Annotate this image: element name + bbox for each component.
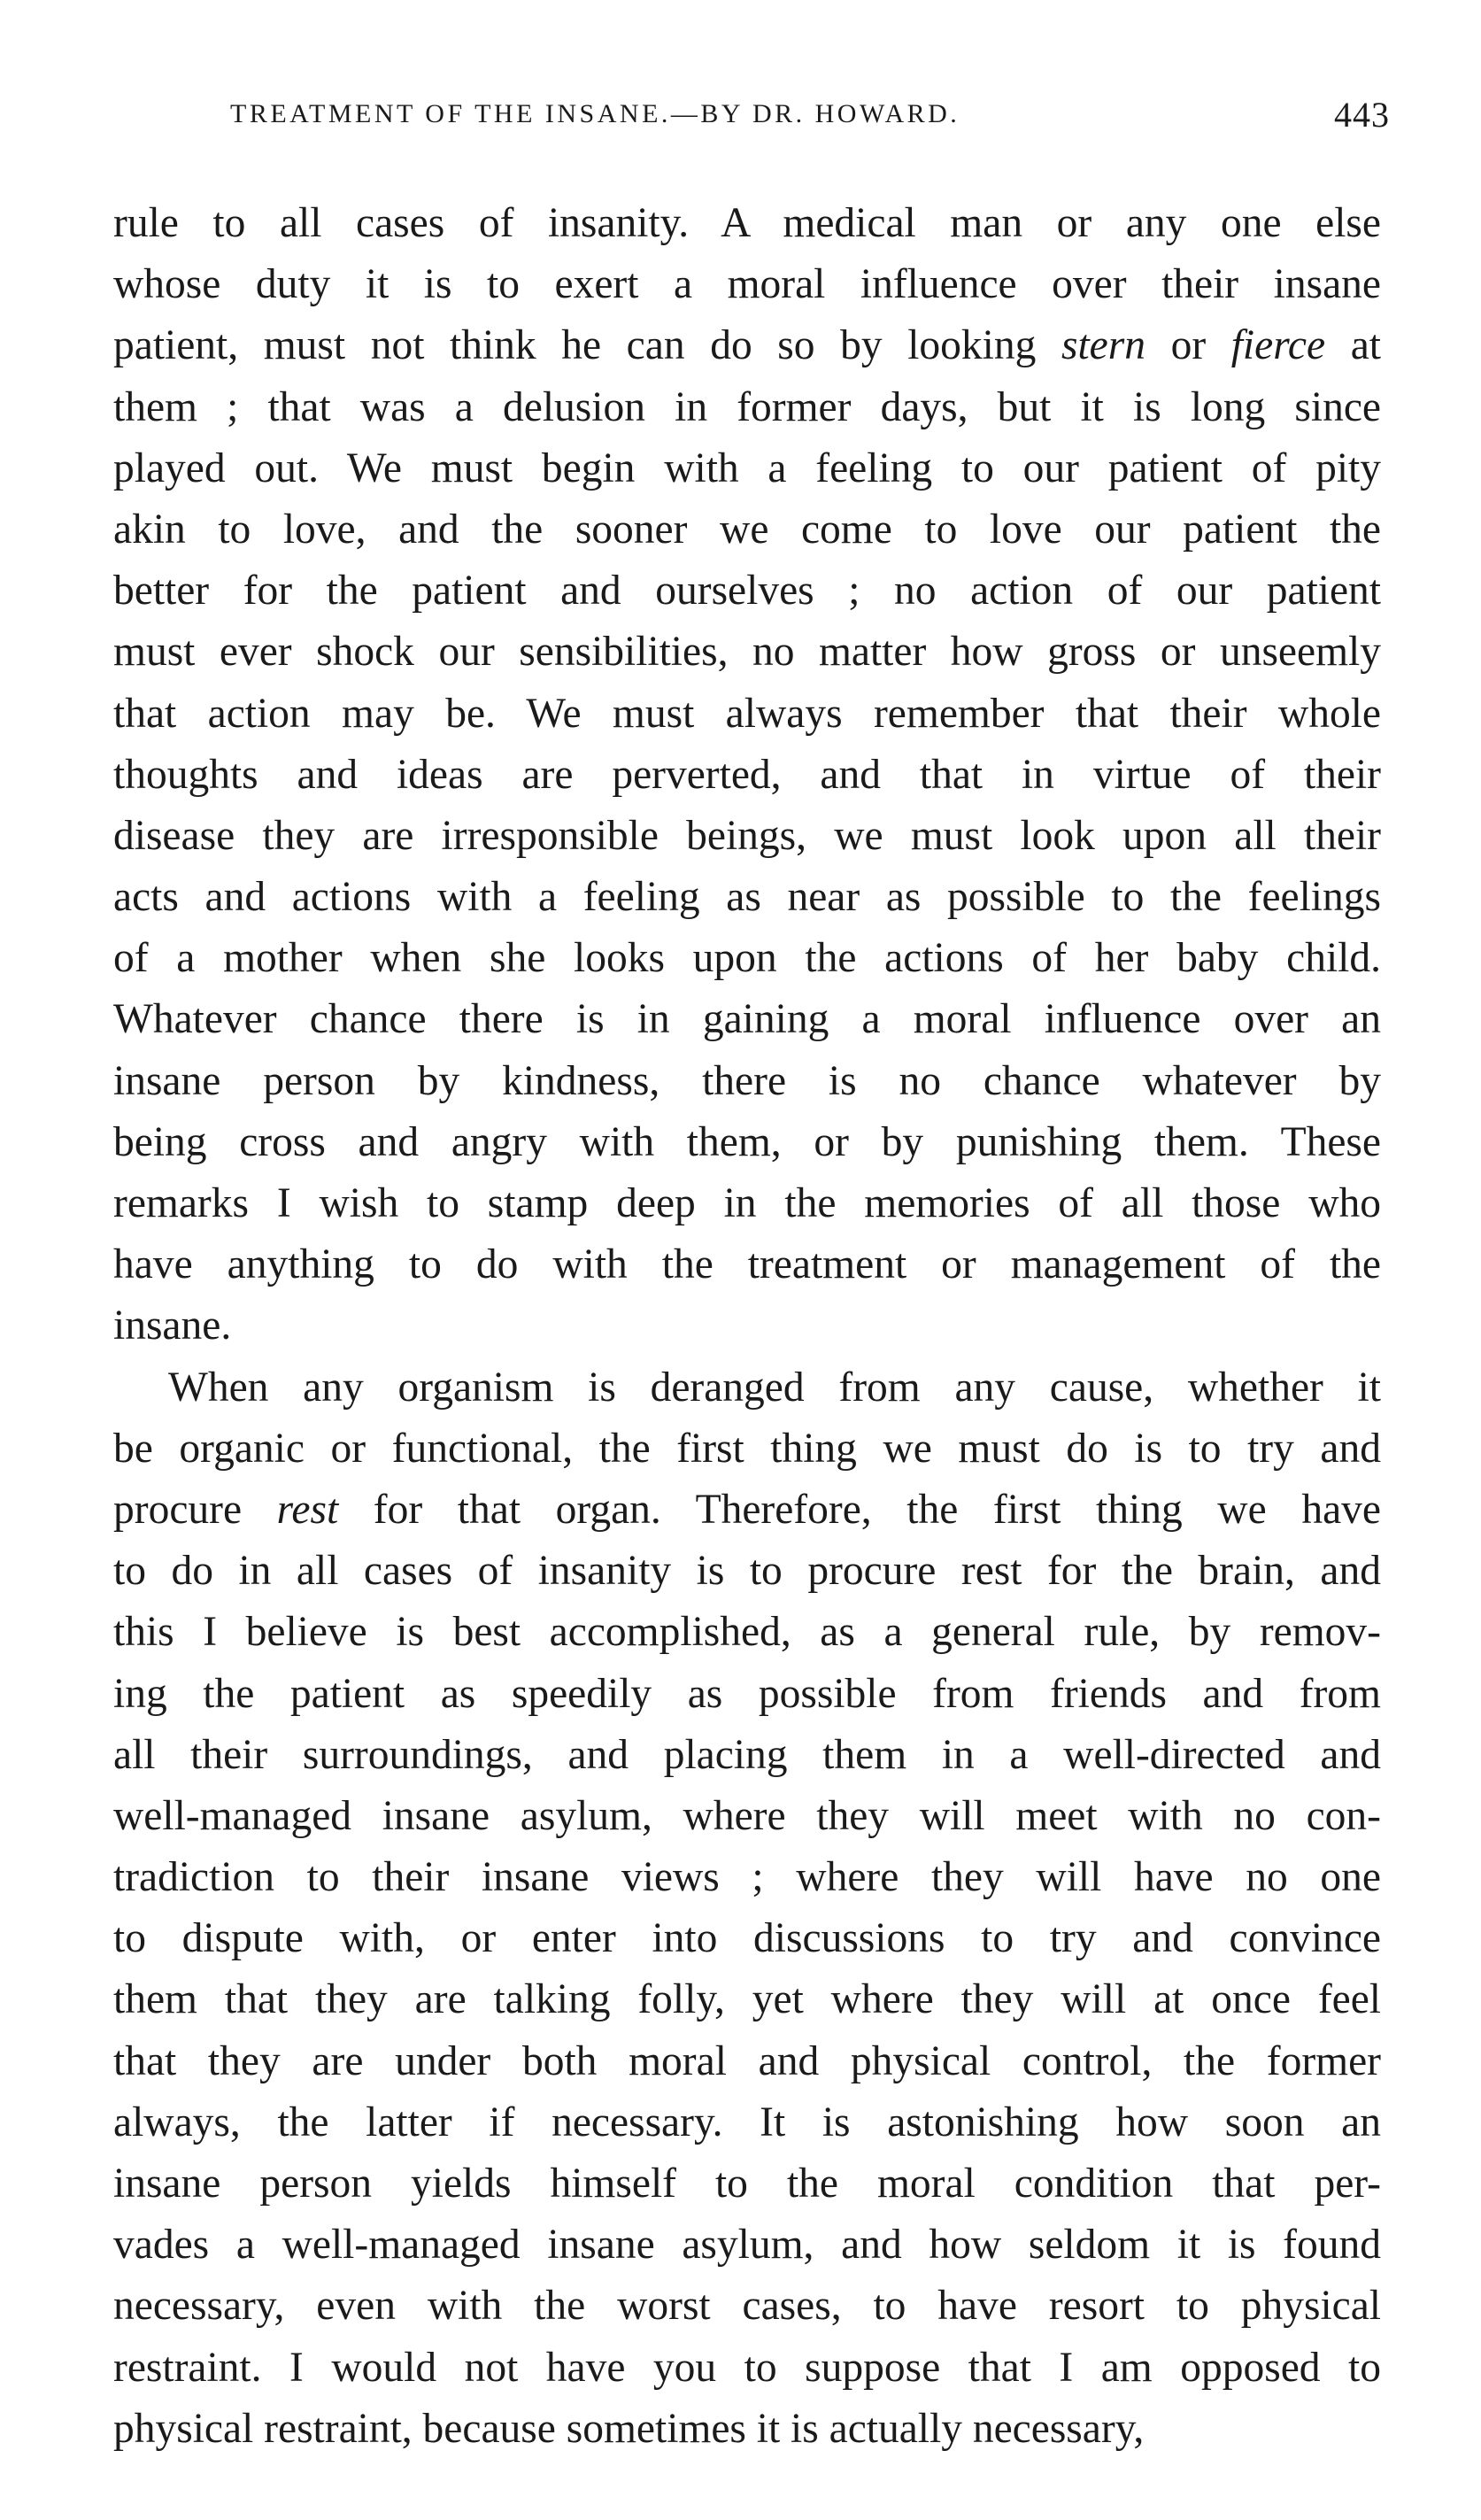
text-line: to dispute with, or enter into discussions to try and convince [113,1915,1381,1962]
text-line: rule to all cases of insanity. A medical man or any one else [113,200,1381,246]
text-line: akin to love, and the sooner we come to love our patient the [113,506,1381,553]
text-line: physical restraint, because sometimes it is actually necessary, [113,2405,1145,2452]
text-line: them that they are talking folly, yet where they will at once feel [113,1976,1381,2023]
text-line: this I believe is best accomplished, as a general rule, by remov- [113,1609,1381,1656]
text-line: better for the patient and ourselves ; no action of our patient [113,568,1381,615]
text-line: have anything to do with the treatment or management of the [113,1241,1381,1288]
text-line: be organic or functional, the first thing we must do is to try and [113,1425,1381,1472]
text-line: must ever shock our sensibilities, no matter how gross or unseemly [113,629,1381,676]
text-line: to do in all cases of insanity is to procure rest for the brain, and [113,1548,1381,1595]
paragraph [113,1357,1381,2460]
text-line: always, the latter if necessary. It is astonishing how soon an [113,2099,1381,2145]
page-number: 443 [1334,95,1390,135]
text-line: insane. [113,1303,232,1349]
text-line: procure rest for that organ. Therefore, the first thing we have [113,1486,1381,1533]
text-line: necessary, even with the worst cases, to have resort to physical [113,2283,1381,2330]
text-line: restraint. I would not have you to suppose that I am opposed to [113,2344,1381,2391]
text-line: whose duty it is to exert a moral influence over their insane [113,261,1381,308]
running-head-title: TREATMENT OF THE INSANE.—BY DR. HOWARD. [230,99,960,128]
text-line: that action may be. We must always remember that their whole [113,690,1381,737]
text-line: disease they are irresponsible beings, we must look upon all their [113,812,1381,859]
text-line: them ; that was a delusion in former days, but it is long since [113,383,1381,430]
text-line: all their surroundings, and placing them in a well-directed and [113,1731,1381,1778]
text-line: tradiction to their insane views ; where they will have no one [113,1854,1381,1901]
text-line: insane person by kindness, there is no chance whatever by [113,1057,1381,1104]
running-head [230,95,1390,135]
text-line: played out. We must begin with a feeling to our patient of pity [113,444,1381,491]
italic-emphasis: fierce [1230,322,1326,369]
italic-emphasis: rest [276,1486,339,1533]
text-line: insane person yields himself to the moral condition that per- [113,2161,1381,2207]
text-line: ing the patient as speedily as possible from friends and from [113,1670,1381,1717]
text-line: being cross and angry with them, or by punishing them. These [113,1118,1381,1165]
text-line: patient, must not think he can do so by looking stern or fierce at [113,322,1381,369]
text-line: When any organism is deranged from any cause, whether it [168,1364,1381,1411]
text-line: remarks I wish to stamp deep in the memories of all those who [113,1180,1381,1226]
text-line: acts and actions with a feeling as near as possible to the feelings [113,874,1381,921]
paragraph [113,193,1381,1357]
italic-emphasis: stern [1061,322,1145,369]
text-line: that they are under both moral and physical control, the former [113,2037,1381,2084]
text-line: of a mother when she looks upon the actions of her baby child. [113,935,1381,982]
text-line: vades a well-managed insane asylum, and how seldom it is found [113,2222,1381,2269]
text-line: Whatever chance there is in gaining a moral influence over an [113,996,1381,1043]
text-line: well-managed insane asylum, where they will meet with no con- [113,1792,1381,1839]
body-text [113,193,1381,2460]
text-line: thoughts and ideas are perverted, and that in virtue of their [113,751,1381,798]
